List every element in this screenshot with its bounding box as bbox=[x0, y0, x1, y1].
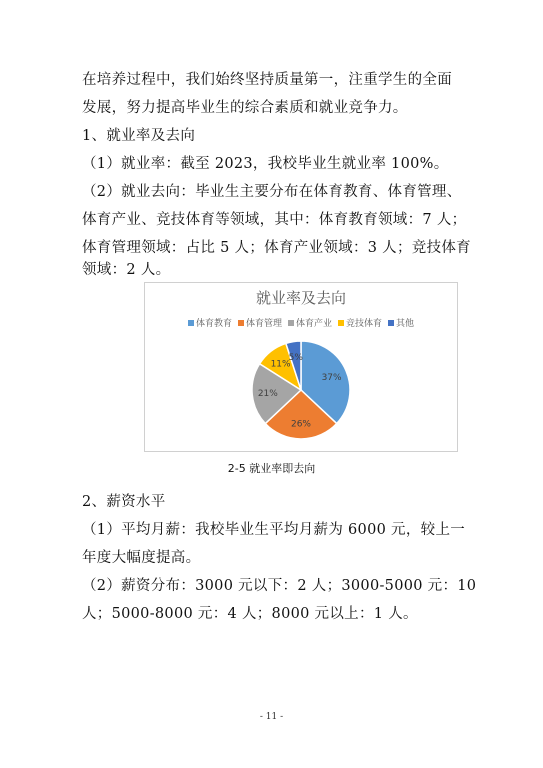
paragraph-salary-dist-line-2: 人；5000-8000 元：4 人；8000 元以上：1 人。 bbox=[82, 606, 418, 622]
legend-label: 其他 bbox=[396, 319, 415, 329]
pie-svg bbox=[145, 283, 457, 451]
paragraph-intro-line-1: 在培养过程中，我们始终坚持质量第一，注重学生的全面 bbox=[82, 72, 452, 88]
paragraph-salary-line-1: （1）平均月薪：我校毕业生平均月薪为 6000 元，较上一 bbox=[82, 522, 466, 538]
pie-chart bbox=[144, 282, 458, 452]
paragraph-salary-dist-line-1: （2）薪资分布：3000 元以下：2 人；3000-5000 元：10 bbox=[82, 578, 477, 594]
paragraph-salary-line-2: 年度大幅度提高。 bbox=[82, 550, 201, 566]
paragraph-destination-line-4: 领域：2 人。 bbox=[82, 262, 171, 278]
pie-data-label: 26% bbox=[290, 419, 312, 430]
section-heading-employment: 1、就业率及去向 bbox=[82, 128, 196, 144]
section-heading-salary: 2、薪资水平 bbox=[82, 494, 166, 510]
pie-data-label: 37% bbox=[321, 372, 342, 383]
legend-label: 竞技体育 bbox=[346, 319, 383, 329]
pie-data-label: 11% bbox=[270, 359, 291, 370]
pie-data-label: 21% bbox=[257, 389, 278, 400]
legend-label: 体育产业 bbox=[295, 319, 332, 329]
paragraph-destination-line-3: 体育管理领域：占比 5 人；体育产业领域：3 人；竞技体育 bbox=[82, 240, 471, 256]
page-number: - 11 - bbox=[259, 712, 284, 722]
paragraph-destination-line-2: 体育产业、竞技体育等领域，其中：体育教育领域：7 人； bbox=[82, 212, 467, 228]
paragraph-intro-line-2: 发展，努力提高毕业生的综合素质和就业竞争力。 bbox=[82, 100, 408, 116]
chart-title: 就业率及去向 bbox=[255, 289, 346, 307]
legend-label: 体育管理 bbox=[245, 319, 282, 329]
pie-data-label: 5% bbox=[288, 353, 303, 364]
paragraph-employment-rate: （1）就业率：截至 2023，我校毕业生就业率 100%。 bbox=[82, 156, 449, 172]
legend-label: 体育教育 bbox=[195, 319, 232, 329]
figure-caption: 2-5 就业率即去向 bbox=[227, 462, 316, 475]
paragraph-destination-line-1: （2）就业去向：毕业生主要分布在体育教育、体育管理、 bbox=[82, 184, 462, 200]
